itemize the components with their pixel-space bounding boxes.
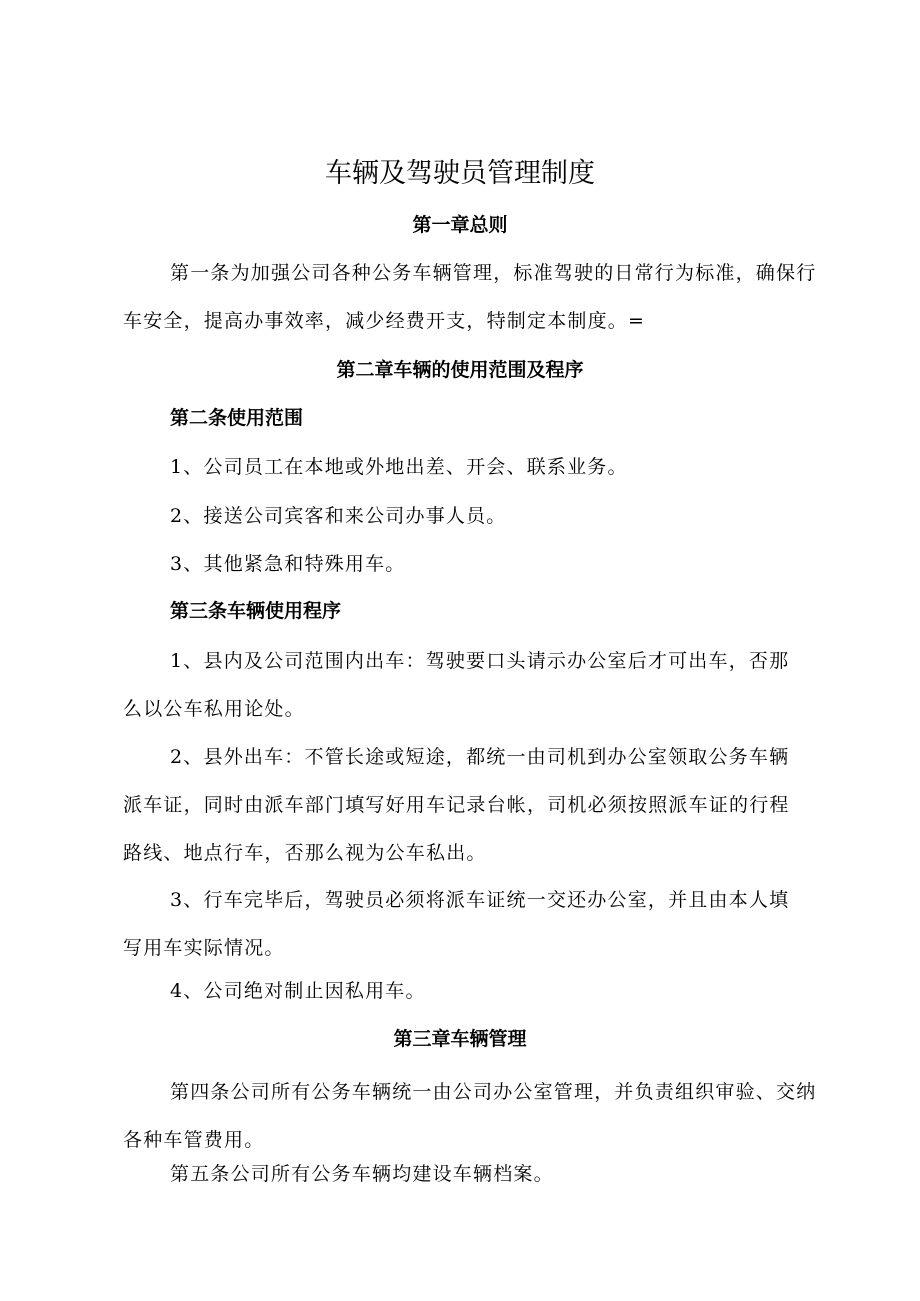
document-title: 车辆及驾驶员管理制度 [325,158,595,189]
chapter-1-heading: 第一章总则 [412,214,508,236]
article-2-item-3: 3、其他紧急和特殊用车。 [170,553,406,575]
article-3-item-2: 2、县外出车：不管长途或短途，都统一由司机到办公室领取公务车辆派车证，同时由派车部门填写好用车记录台帐，司机必须按照派车证的行程路线、地点行车，否那么视为公车私出。 [123,746,790,864]
article-3-heading: 第三条车辆使用程序 [170,600,342,622]
article-4-paragraph: 第四条公司所有公务车辆统一由公司办公室管理，并负责组织审验、交纳各种车管费用。 [123,1081,817,1151]
article-1-paragraph: 第一条为加强公司各种公务车辆管理，标准驾驶的日常行为标准，确保行车安全，提高办事效率，减少经费开支，特制定本制度。= [123,262,817,332]
article-3-item-1: 1、县内及公司范围内出车：驾驶要口头请示办公室后才可出车，否那么以公车私用论处。 [123,650,790,720]
article-2-heading: 第二条使用范围 [170,407,304,429]
article-2-item-2: 2、接送公司宾客和来公司办事人员。 [170,505,507,527]
article-3-item-4: 4、公司绝对制止因私用车。 [170,980,426,1002]
article-3-item-3: 3、行车完毕后，驾驶员必须将派车证统一交还办公室，并且由本人填写用车实际情况。 [123,889,790,959]
chapter-2-heading: 第二章车辆的使用范围及程序 [336,359,584,381]
chapter-3-heading: 第三章车辆管理 [393,1028,527,1050]
article-2-item-1: 1、公司员工在本地或外地出差、开会、联系业务。 [170,456,628,478]
article-5-paragraph: 第五条公司所有公务车辆均建设车辆档案。 [170,1163,554,1185]
